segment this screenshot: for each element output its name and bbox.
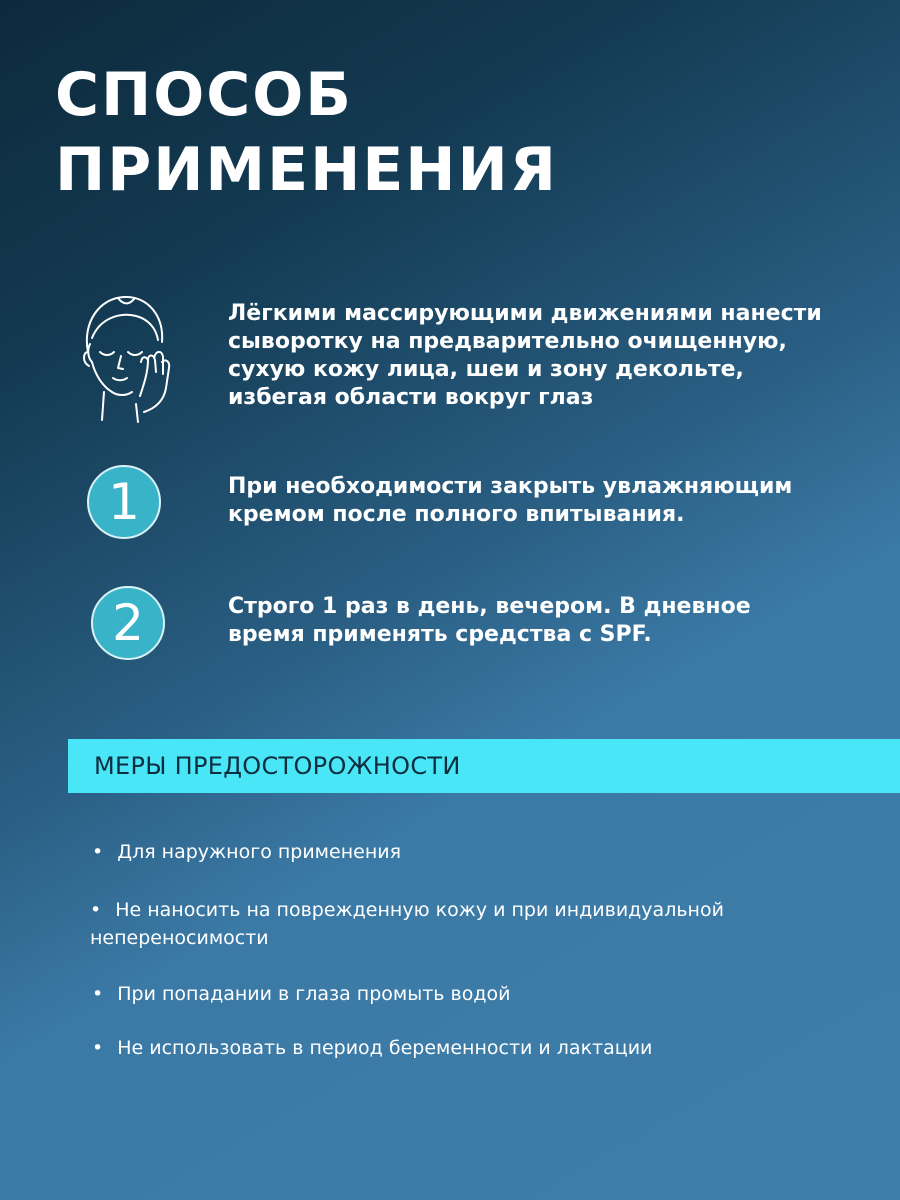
list-item-text: Не использовать в период беременности и лактации bbox=[117, 1037, 653, 1059]
list-item bbox=[92, 1034, 852, 1062]
bullet-icon: • bbox=[92, 1037, 104, 1059]
page-title-line-1: СПОСОБ bbox=[55, 60, 354, 130]
list-item bbox=[92, 980, 852, 1008]
step-2-number-badge: 2 bbox=[91, 586, 165, 660]
bullet-icon: • bbox=[90, 899, 102, 921]
list-item-text: Для наружного применения bbox=[117, 841, 402, 863]
list-item bbox=[92, 838, 852, 866]
list-item-text: Не наносить на поврежденную кожу и при индивидуальной непереносимости bbox=[90, 899, 724, 949]
step-1-number-badge: 1 bbox=[87, 465, 161, 539]
bullet-icon: • bbox=[92, 983, 104, 1005]
list-item-text: При попадании в глаза промыть водой bbox=[117, 983, 511, 1005]
list-item bbox=[90, 896, 810, 952]
step-2-text: Строго 1 раз в день, вечером. В дневное время применять средства с SPF. bbox=[228, 594, 751, 647]
precautions-title: МЕРЫ ПРЕДОСТОРОЖНОСТИ bbox=[94, 752, 461, 780]
bullet-icon: • bbox=[92, 841, 104, 863]
step-massage-text: Лёгкими массирующими движениями нанести сыворотку на предварительно очищенную, сухую кожу лица, шеи и зону декольте, избегая области вокруг глаз bbox=[228, 301, 822, 410]
face-massage-icon bbox=[78, 292, 173, 427]
page-title bbox=[55, 58, 558, 208]
precautions-banner bbox=[68, 739, 900, 793]
page-title-line-2: ПРИМЕНЕНИЯ bbox=[55, 135, 558, 205]
step-1-text: При необходимости закрыть увлажняющим кремом после полного впитывания. bbox=[228, 474, 793, 527]
